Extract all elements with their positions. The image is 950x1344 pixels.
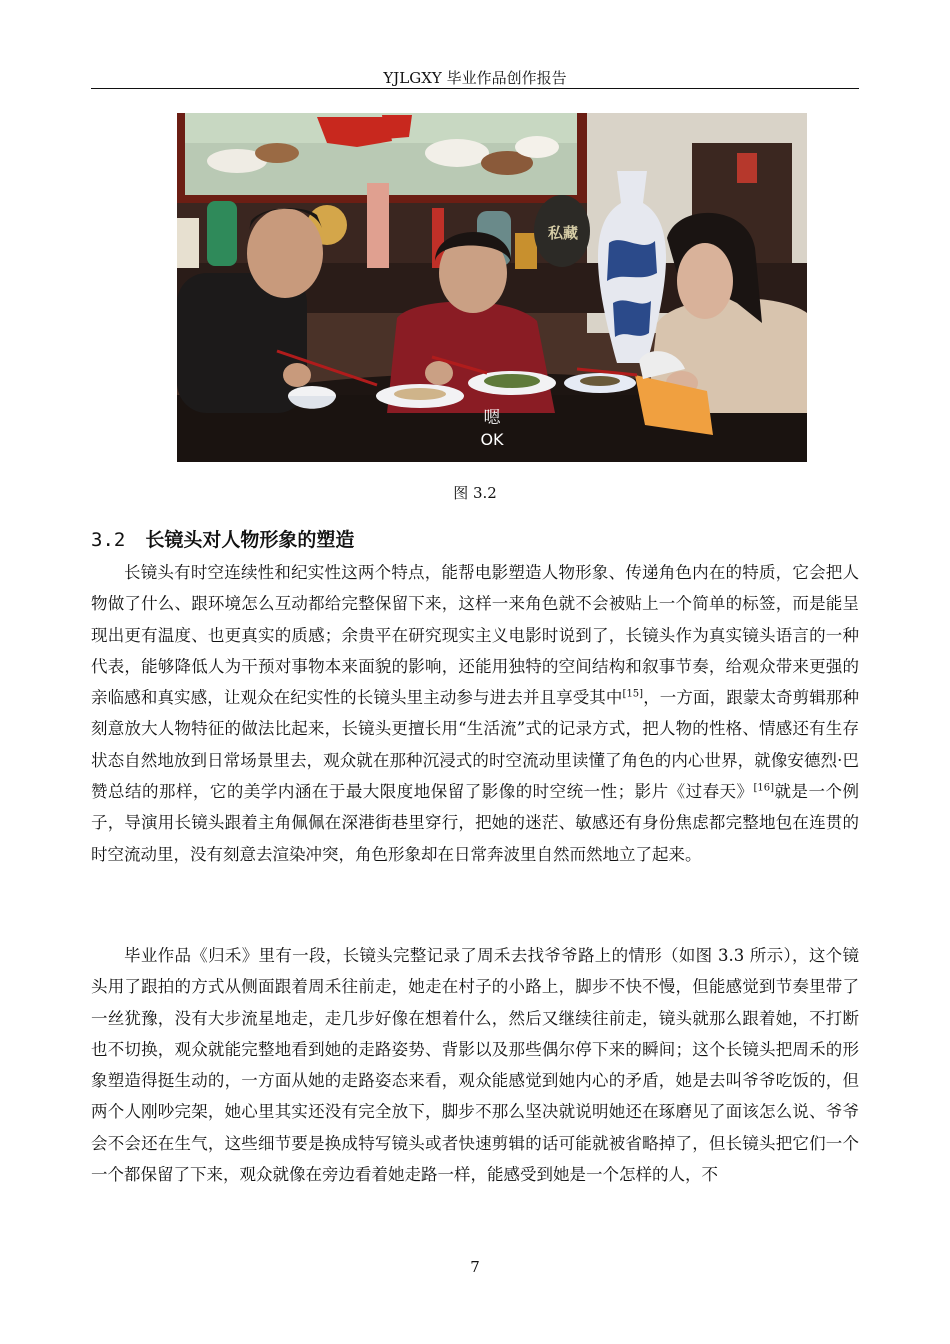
section-title: 长镜头对人物形象的塑造	[145, 529, 355, 551]
header-rule	[91, 88, 859, 89]
paragraph-1-part-b: ，一方面，跟蒙太奇剪辑那种刻意放大人物特征的做法比起来，长镜头更擅长用“生活流”式的记录方式，把人物的性格、情感还有生存状态自然地放到日常场景里去，观众就在那种沉浸式的时空流动里读懂了角色的内心世界，就像安德烈·巴赞总结的那样，它的美学内涵在于最大限度地保留了影像的时空统一性；影片《过春天》	[91, 688, 860, 802]
paragraph-2: 毕业作品《归禾》里有一段，长镜头完整记录了周禾去找爷爷路上的情形（如图 3.3 所示），这个镜头用了跟拍的方式从侧面跟着周禾往前走，她走在村子的小路上，脚步不快不慢，但能感觉到节奏里带了一丝犹豫，没有大步流星地走，走几步好像在想着什么，然后又继续往前走，镜头就那么跟着她，不打断也不切换，观众就能完整地看到她的走路姿势、背影以及那些偶尔停下来的瞬间；这个长镜头把周禾的形象塑造得挺生动的，一方面从她的走路姿态来看，观众能感觉到她内心的矛盾，她是去叫爷爷吃饭的，但两个人刚吵完架，她心里其实还没有完全放下，脚步不那么坚决就说明她还在琢磨见了面该怎么说、爷爷会不会还在生气，这些细节要是换成特写镜头或者快速剪辑的话可能就被省略掉了，但长镜头把它们一个一个都保留了下来，观众就像在旁边看着她走路一样，能感受到她是一个怎样的人，不	[91, 946, 859, 1185]
citation-15: [15]	[622, 688, 644, 700]
figure-photo-family-dinner	[177, 113, 807, 462]
section-heading	[91, 526, 354, 554]
subtitle-line-2: OK	[480, 430, 504, 449]
citation-16: [16]	[753, 782, 775, 794]
figure-caption: 图 3.2	[453, 484, 497, 502]
paragraph-1-part-a: 长镜头有时空连续性和纪实性这两个特点，能帮电影塑造人物形象、传递角色内在的特质，它会把人物做了什么、跟环境怎么互动都给完整保留下来，这样一来角色就不会被贴上一个简单的标签，而是能呈现出更有温度、也更真实的质感；余贵平在研究现实主义电影时说到了，长镜头作为真实镜头语言的一种代表，能够降低人为干预对事物本来面貌的影响，还能用独特的空间结构和叙事节奏，给观众带来更强的亲临感和真实感，让观众在纪实性的长镜头里主动参与进去并且享受其中	[91, 563, 859, 708]
paragraph-1-part-c: 就是一个例子，导演用长镜头跟着主角佩佩在深港街巷里穿行，把她的迷茫、敏感还有身份焦虑都完整地包在连贯的时空流动里，没有刻意去渲染冲突，角色形象却在日常奔波里自然而然地立了起来。	[91, 782, 860, 864]
subtitle-line-1: 嗯	[483, 408, 501, 428]
paragraph-1	[91, 557, 859, 870]
page-number: 7	[470, 1258, 480, 1276]
section-number: 3.2	[91, 529, 126, 551]
jar-text: 私藏	[548, 224, 579, 242]
running-header: YJLGXY 毕业作品创作报告	[383, 69, 567, 87]
